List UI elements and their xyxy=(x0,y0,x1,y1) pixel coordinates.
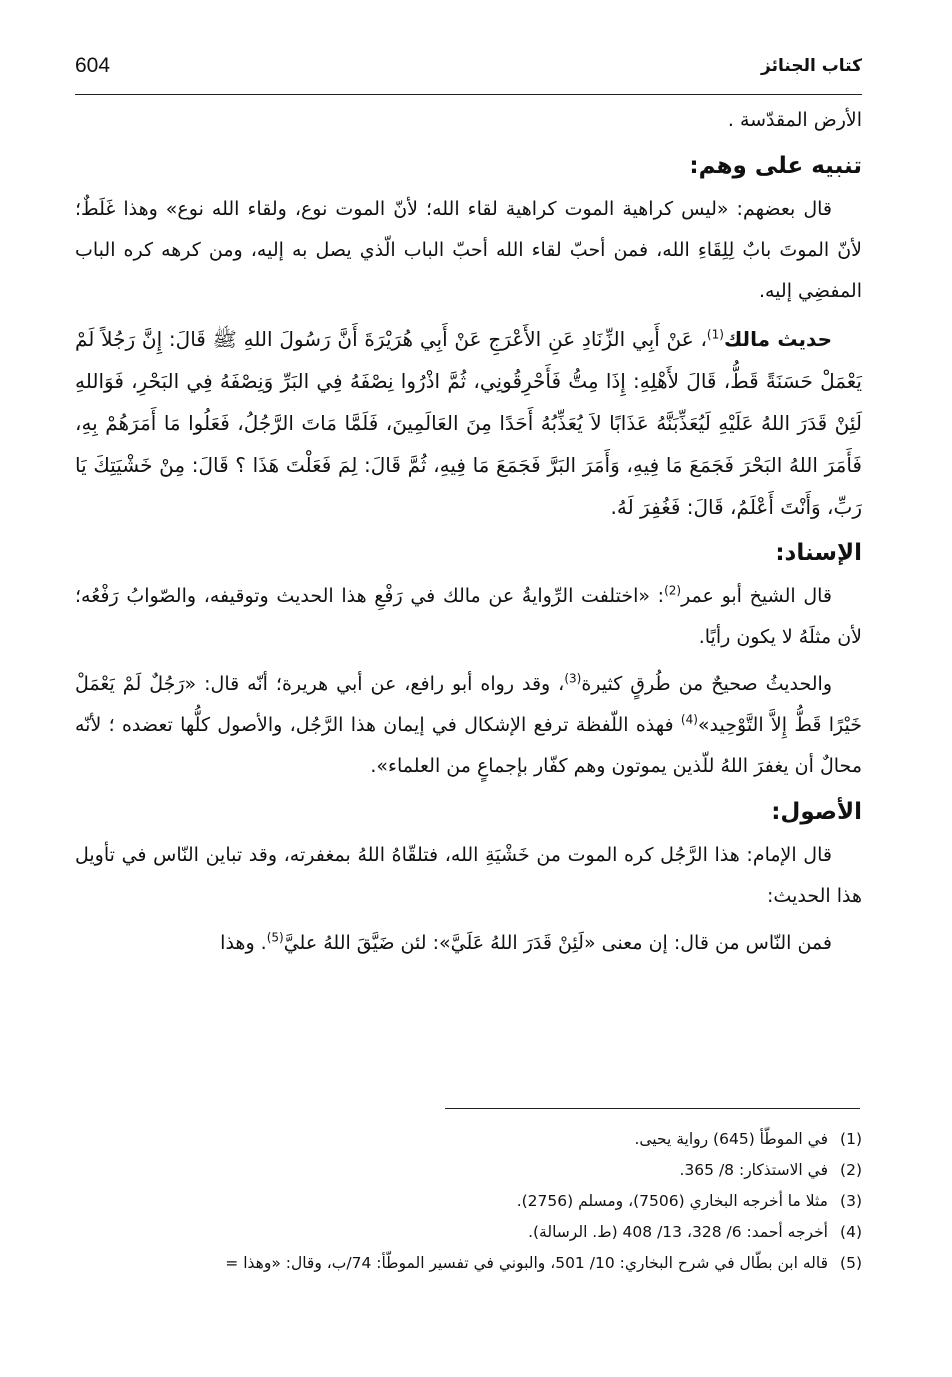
footnote-text: مثلا ما أخرجه البخاري (7506)، ومسلم (2756). xyxy=(516,1192,828,1210)
page-header xyxy=(75,50,862,95)
footnote-item xyxy=(75,1124,862,1155)
footnote-item xyxy=(75,1248,862,1279)
footnote-item xyxy=(75,1155,862,1186)
footnote-item xyxy=(75,1217,862,1248)
footnote-item xyxy=(75,1186,862,1217)
footnote-text: في الاستذكار: 8/ 365. xyxy=(679,1161,828,1179)
footnote-text: أخرجه أحمد: 6/ 328، 13/ 408 (ط. الرسالة). xyxy=(528,1223,828,1241)
main-text xyxy=(75,100,862,964)
hadith-paragraph xyxy=(75,318,862,528)
footnote-divider xyxy=(445,1108,860,1109)
heading-usul: الأصول: xyxy=(771,799,862,825)
footnote-ref-1: (1) xyxy=(706,327,724,342)
paragraph-continuation: الأرض المقدّسة . xyxy=(727,109,862,131)
footnote-ref-3: (3) xyxy=(564,671,582,686)
tawil-text-a: فمن النّاس من قال: إن معنى «لَئِنْ قَدَرَ اللهُ عَلَيَّ»: لئن ضَيَّقَ اللهُ عليَّ xyxy=(283,932,832,954)
running-title: كتاب الجنائز xyxy=(761,56,862,76)
heading-isnad: الإسناد: xyxy=(775,540,862,566)
hadith-intro: حديث مالك xyxy=(723,327,832,351)
hadith-text: ، عَنْ أَبِي الزِّنَادِ عَنِ الأَعْرَجِ عَنْ أَبِي هُرَيْرَةَ أَنَّ رَسُولَ اللهِ ﷺ قَالَ: إِنَّ رَجُلاً لَمْ يَعْمَلْ حَسَنَةً قَطُّ، قَالَ لأَهْلِهِ: إِذَا مِتُّ فَأَحْرِقُونِي، ثُمَّ اذْرُوا نِصْفَهُ فِي البَرِّ وَنِصْفَهُ فِي البَحْرِ، فَوَاللهِ لَئِنْ قَدَرَ اللهُ عَلَيْهِ لَيُعَذِّبَنَّهُ عَذَابًا لاَ يُعَذِّبُهُ أَحَدًا مِنَ العَالَمِينَ، فَلَمَّا مَاتَ الرَّجُلُ، فَعَلُوا مَا أَمَرَهُمْ بِهِ، فَأَمَرَ اللهُ البَحْرَ فَجَمَعَ مَا فِيهِ، وَأَمَرَ البَرَّ فَجَمَعَ مَا فِيهِ، ثُمَّ قَالَ: لِمَ فَعَلْتَ هَذَا ؟ قَالَ: مِنْ خَشْيَتِكَ يَا رَبِّ، وَأَنْتَ أَعْلَمُ، قَالَ: فَغُفِرَ لَهُ. xyxy=(75,327,862,519)
footnote-ref-4: (4) xyxy=(680,712,698,727)
footnote-number: (4) xyxy=(840,1223,862,1241)
footnote-ref-2: (2) xyxy=(664,583,682,598)
isnad-text-a: قال الشيخ أبو عمر xyxy=(681,585,832,607)
heading-tanbih: تنبيه على وهم: xyxy=(689,153,862,179)
footnote-number: (3) xyxy=(840,1192,862,1210)
sahih-text-a: والحديثُ صحيحٌ من طُرقٍ كثيرة xyxy=(581,673,832,695)
tawil-text-b: . وهذا xyxy=(220,932,267,954)
footnote-number: (5) xyxy=(840,1254,862,1272)
footnote-text: في الموطّأ (645) رواية يحيى. xyxy=(634,1130,828,1148)
page-number: 604 xyxy=(75,54,111,77)
footnote-number: (2) xyxy=(840,1161,862,1179)
paragraph-isnad xyxy=(75,576,862,658)
paragraph-tawil xyxy=(75,923,862,964)
footnote-ref-5: (5) xyxy=(266,930,284,945)
isnad-text-b: : «اختلفت الرِّوايةُ عن مالك في رَفْعِ هذا الحديث وتوقيفه، والصّوابُ رَفْعُه؛ لأن مثلَهُ لا يكون رأيًا. xyxy=(75,585,862,648)
footnote-text: قاله ابن بطّال في شرح البخاري: 10/ 501، والبوني في تفسير الموطّأ: 74/ب، وقال: «وهذا = xyxy=(225,1254,828,1272)
paragraph-hadith-sahih xyxy=(75,664,862,787)
sahih-text-c: فهذه اللّفظة ترفع الإشكال في إيمان هذا الرَّجُل، والأصول كلُّها تعضده ؛ لأنّه محالٌ أن يغفرَ اللهُ للّذين يموتون وهم كفّار بإجماعٍ من العلماء». xyxy=(75,714,862,777)
footnote-number: (1) xyxy=(840,1130,862,1148)
sahih-text-b: ، وقد رواه أبو رافع، عن أبي هريرة؛ أنّه قال: «رَجُلٌ لَمْ يَعْمَلْ خَيْرًا قَطُّ إِلاَّ التَّوْحِيد» xyxy=(75,673,862,736)
paragraph-tanbih: قال بعضهم: «ليس كراهية الموت كراهية لقاء الله؛ لأنّ الموت نوع، ولقاء الله نوع» وهذا غَلَطٌ؛ لأنّ الموتَ بابٌ لِلِقَاءِ الله، فمن أحبّ لقاء الله أحبّ الباب الّذي يصل به إليه، ومن كرهه كره الباب المفضِي إليه. xyxy=(75,198,862,302)
paragraph-imam: قال الإمام: هذا الرَّجُل كره الموت من خَشْيَةِ الله، فتلقّاهُ اللهُ بمغفرته، وقد تباين النّاس في تأويل هذا الحديث: xyxy=(75,844,862,907)
footnotes xyxy=(75,1124,862,1279)
